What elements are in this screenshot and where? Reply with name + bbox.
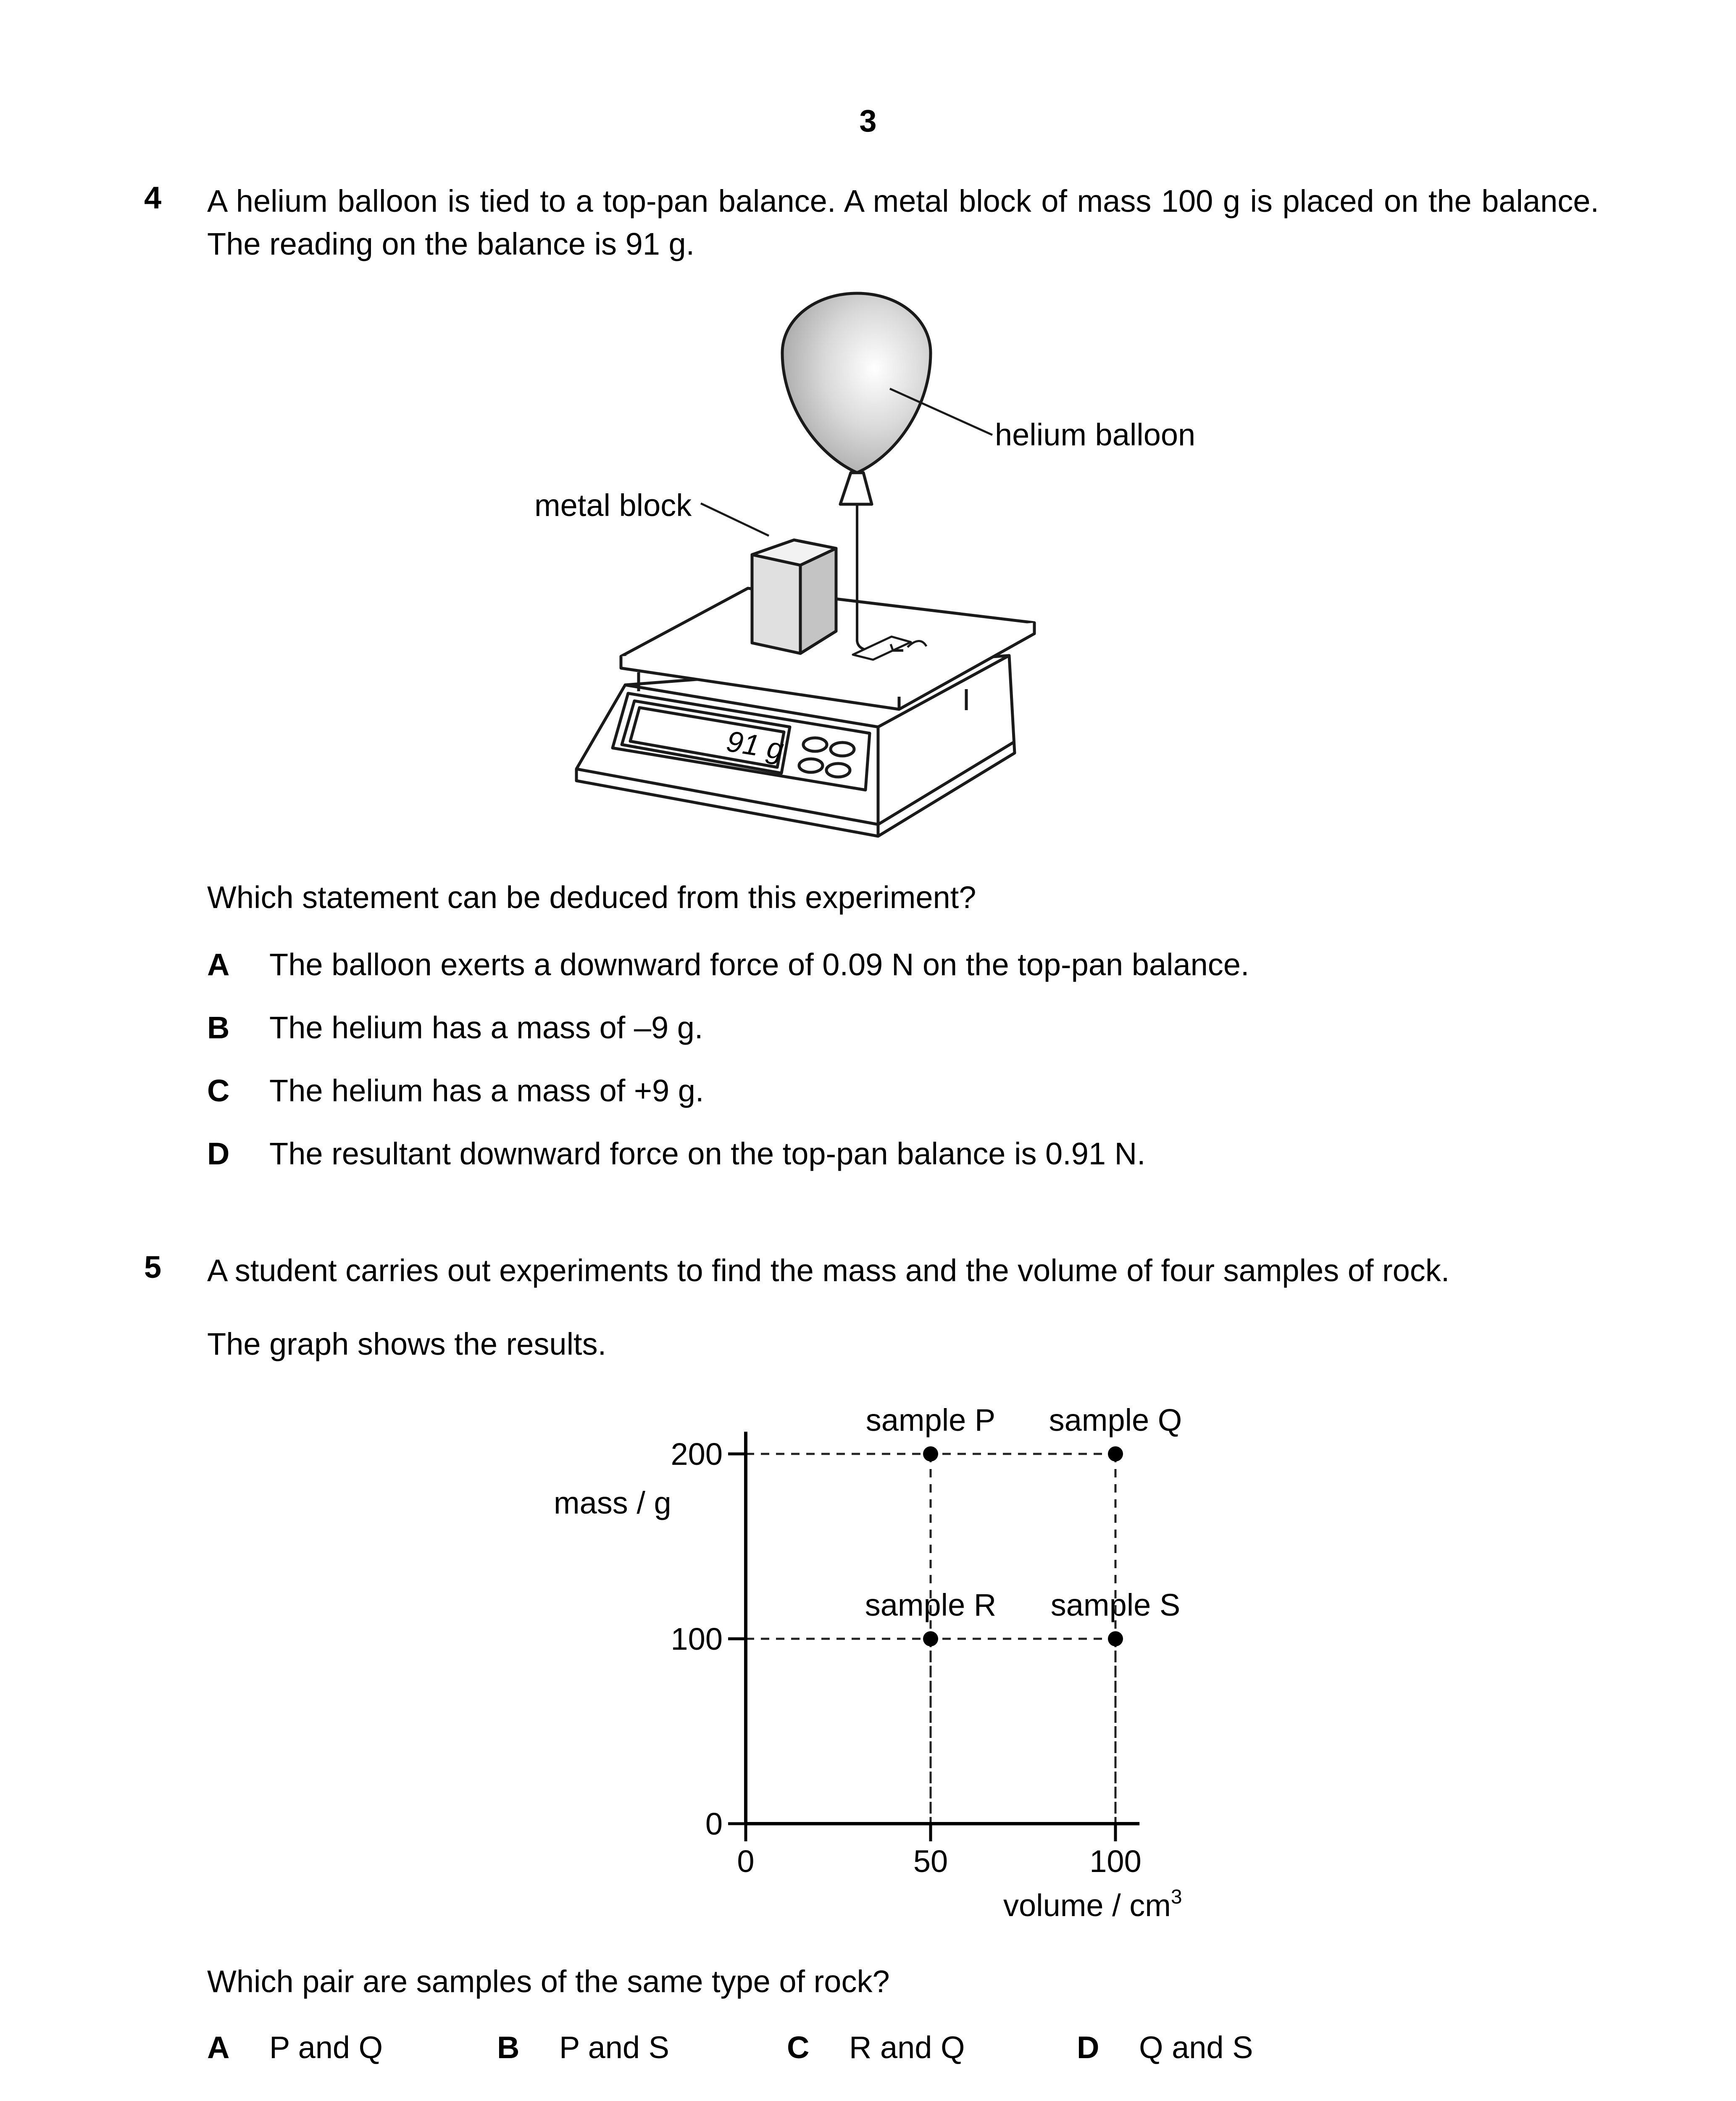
balance-reading: 91 g — [724, 724, 786, 766]
question-4-stem: A helium balloon is tied to a top-pan balance. A metal block of mass 100 g is placed on the balance. The reading on the balance is 91 g. — [207, 184, 1599, 261]
data-point — [1108, 1631, 1123, 1646]
y-tick-label: 0 — [705, 1806, 723, 1841]
question-5-prompt: Which pair are samples of the same type of rock? — [207, 1964, 890, 1999]
question-4-number: 4 — [144, 180, 162, 215]
data-point — [923, 1631, 938, 1646]
label-helium-balloon: helium balloon — [995, 417, 1196, 452]
q4-option-a-text: The balloon exerts a downward force of 0.09 N on the top-pan balance. — [269, 947, 1249, 982]
q5-option-b-letter: B — [497, 2030, 520, 2065]
q4-option-c-text: The helium has a mass of +9 g. — [269, 1073, 704, 1108]
y-tick-label: 200 — [671, 1437, 723, 1472]
q4-option-b-letter: B — [207, 1010, 230, 1045]
x-axis-label-superscript: 3 — [1170, 1886, 1182, 1908]
q5-option-d-text: Q and S — [1139, 2030, 1253, 2065]
x-tick-label: 50 — [913, 1844, 948, 1879]
x-axis-label — [1003, 1886, 1182, 1923]
data-point-label: sample S — [1050, 1588, 1181, 1622]
x-tick-label: 100 — [1089, 1844, 1142, 1879]
q4-option-c-letter: C — [207, 1073, 230, 1108]
y-axis-label: mass / g — [554, 1485, 671, 1520]
x-tick-label: 0 — [737, 1844, 755, 1879]
question-4-prompt: Which statement can be deduced from this experiment? — [207, 880, 976, 915]
question-5-number: 5 — [144, 1250, 162, 1285]
data-point — [923, 1446, 938, 1461]
page-number: 3 — [859, 103, 877, 138]
y-tick-label: 100 — [671, 1622, 723, 1656]
q5-option-d-letter: D — [1077, 2030, 1099, 2065]
q4-option-d-text: The resultant downward force on the top-pan balance is 0.91 N. — [269, 1136, 1146, 1171]
data-point-label: sample Q — [1049, 1403, 1182, 1438]
question-5-stem: A student carries out experiments to find the mass and the volume of four samples of rock. — [207, 1253, 1450, 1288]
x-axis-label-text: volume / cm — [1003, 1888, 1171, 1923]
q5-option-b-text: P and S — [559, 2030, 669, 2065]
q5-option-a-text: P and Q — [269, 2030, 383, 2065]
label-metal-block: metal block — [534, 488, 692, 523]
data-point — [1108, 1446, 1123, 1461]
q5-option-c-text: R and Q — [849, 2030, 965, 2065]
data-point-label: sample R — [865, 1588, 997, 1622]
question-5-intro: The graph shows the results. — [207, 1327, 607, 1361]
data-point-label: sample P — [865, 1403, 996, 1438]
q5-option-c-letter: C — [787, 2030, 810, 2065]
q4-option-b-text: The helium has a mass of –9 g. — [269, 1010, 703, 1045]
q5-option-a-letter: A — [207, 2030, 230, 2065]
q4-option-a-letter: A — [207, 947, 230, 982]
q4-option-d-letter: D — [207, 1136, 230, 1171]
